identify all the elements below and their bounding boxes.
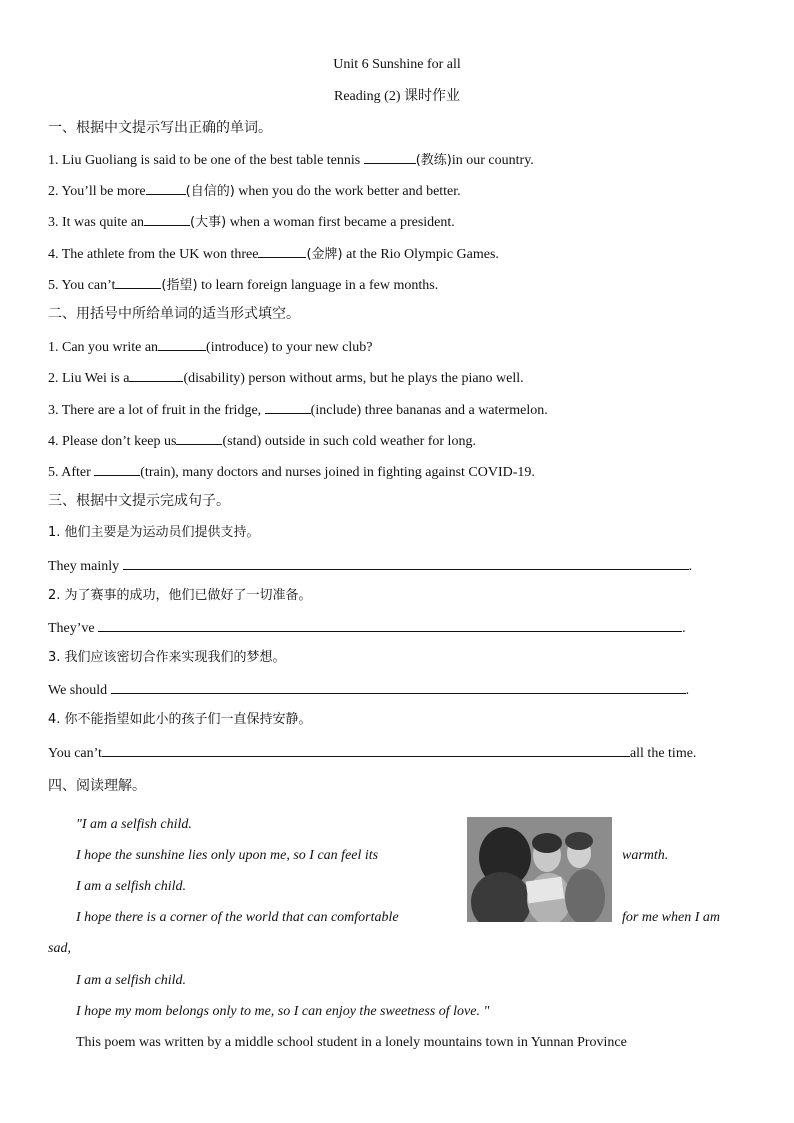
s3-item-4-line: You can’t all the time.	[48, 743, 696, 763]
answer-blank[interactable]	[158, 337, 206, 351]
answer-blank[interactable]	[129, 368, 183, 382]
s2-item-5: 5. After (train), many doctors and nurses joined in fighting against COVID-19.	[48, 462, 535, 482]
poem-line-6: I am a selfish child.	[76, 973, 187, 988]
s2-item-4: 4. Please don’t keep us (stand) outside in such cold weather for long.	[48, 431, 476, 451]
s2-item-3: 3. There are a lot of fruit in the fridge, (include) three bananas and a watermelon.	[48, 400, 548, 420]
s1-item-5: 5. You can’t (指望) to learn foreign language in a few months.	[48, 275, 438, 295]
poem-line-2-end: warmth.	[622, 848, 669, 863]
s3-item-1-line: They mainly .	[48, 556, 692, 576]
answer-blank[interactable]	[364, 150, 416, 164]
section4-heading: 四、阅读理解。	[48, 778, 146, 794]
answer-blank[interactable]	[176, 431, 222, 445]
poem-line-4-end: for me when I am	[622, 910, 720, 925]
answer-line[interactable]	[111, 680, 686, 694]
answer-blank[interactable]	[258, 244, 306, 258]
s3-item-3-line: We should .	[48, 680, 689, 700]
children-photo	[467, 817, 612, 922]
poem-line-4: I hope there is a corner of the world that can comfortable	[76, 910, 399, 925]
answer-line[interactable]	[102, 743, 630, 757]
section3-heading: 三、根据中文提示完成句子。	[48, 493, 230, 509]
poem-line-2: I hope the sunshine lies only upon me, so I can feel its	[76, 848, 379, 863]
poem-line-3: I am a selfish child.	[76, 879, 187, 894]
section2-heading: 二、用括号中所给单词的适当形式填空。	[48, 306, 300, 322]
s1-item-2: 2. You’ll be more (自信的) when you do the work better and better.	[48, 181, 461, 201]
answer-line[interactable]	[123, 556, 689, 570]
s2-item-1: 1. Can you write an (introduce) to your new club?	[48, 337, 372, 357]
s1-item-1: 1. Liu Guoliang is said to be one of the best table tennis (教练)in our country.	[48, 150, 534, 170]
s3-item-2-prompt: 2. 为了赛事的成功，他们已做好了一切准备。	[48, 588, 312, 603]
passage-line-1: This poem was written by a middle school student in a lonely mountains town in Yunnan Province	[76, 1035, 627, 1050]
poem-line-7: I hope my mom belongs only to me, so I can enjoy the sweetness of love. "	[76, 1004, 490, 1019]
page-subtitle: Reading (2) 课时作业	[334, 89, 460, 104]
s3-item-4-prompt: 4. 你不能指望如此小的孩子们一直保持安静。	[48, 712, 312, 727]
s3-item-2-line: They’ve .	[48, 618, 686, 638]
poem-line-1: "I am a selfish child.	[76, 817, 192, 832]
answer-blank[interactable]	[115, 275, 161, 289]
answer-line[interactable]	[98, 618, 682, 632]
s3-item-1-prompt: 1. 他们主要是为运动员们提供支持。	[48, 525, 260, 540]
s1-item-3: 3. It was quite an (大事) when a woman first became a president.	[48, 212, 455, 232]
answer-blank[interactable]	[265, 400, 311, 414]
page-title: Unit 6 Sunshine for all	[333, 57, 461, 72]
s3-item-3-prompt: 3. 我们应该密切合作来实现我们的梦想。	[48, 650, 286, 665]
s2-item-2: 2. Liu Wei is a (disability) person without arms, but he plays the piano well.	[48, 368, 524, 388]
section1-heading: 一、根据中文提示写出正确的单词。	[48, 120, 272, 136]
poem-line-5: sad,	[48, 941, 71, 956]
answer-blank[interactable]	[144, 212, 190, 226]
answer-blank[interactable]	[146, 181, 186, 195]
s1-item-4: 4. The athlete from the UK won three (金牌) at the Rio Olympic Games.	[48, 244, 499, 264]
answer-blank[interactable]	[94, 462, 140, 476]
